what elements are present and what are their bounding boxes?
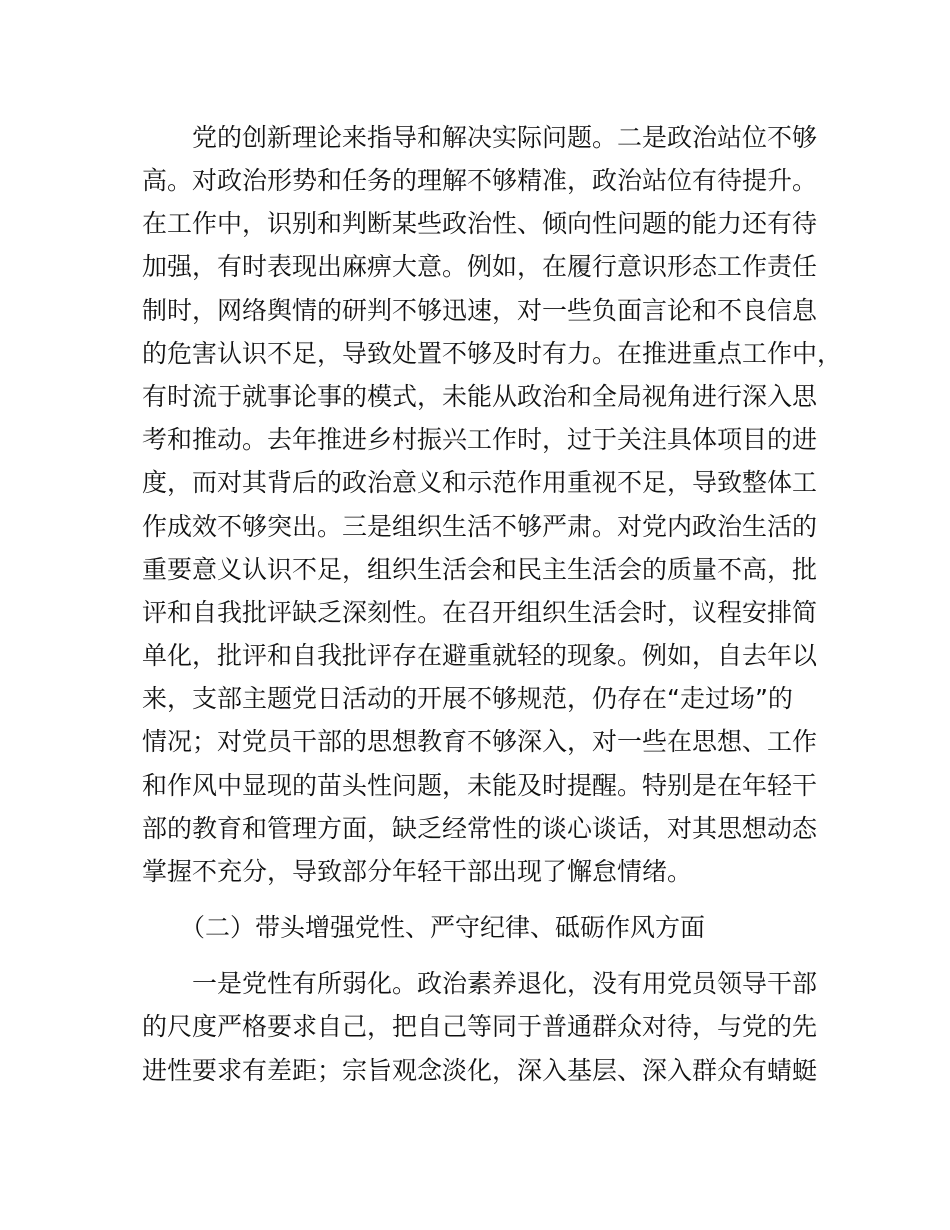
section-heading: （二）带头增强党性、严守纪律、砥砺作风方面 — [180, 913, 706, 942]
paragraph-line: 情况；对党员干部的思想教育不够深入，对一些在思想、工作 — [142, 727, 818, 756]
paragraph-line: 进性要求有差距；宗旨观念淡化，深入基层、深入群众有蜻蜓 — [142, 1056, 818, 1085]
paragraph-line: 来，支部主题党日活动的开展不够规范，仍存在“走过场”的 — [142, 684, 793, 713]
paragraph-line: 一是党性有所弱化。政治素养退化，没有用党员领导干部 — [192, 969, 818, 998]
paragraph-line: 部的教育和管理方面，缺乏经常性的谈心谈话，对其思想动态 — [142, 814, 818, 843]
paragraph-line: 重要意义认识不足，组织生活会和民主生活会的质量不高，批 — [142, 555, 818, 584]
paragraph-line: 作成效不够突出。三是组织生活不够严肃。对党内政治生活的 — [142, 512, 818, 541]
paragraph-line: 有时流于就事论事的模式，未能从政治和全局视角进行深入思 — [142, 382, 818, 411]
paragraph-line: 在工作中，识别和判断某些政治性、倾向性问题的能力还有待 — [142, 209, 818, 238]
paragraph-line: 单化，批评和自我批评存在避重就轻的现象。例如，自去年以 — [142, 641, 818, 670]
paragraph-line: 的危害认识不足，导致处置不够及时有力。在推进重点工作中， — [142, 339, 843, 368]
paragraph-line: 评和自我批评缺乏深刻性。在召开组织生活会时，议程安排简 — [142, 598, 818, 627]
paragraph-line: 度，而对其背后的政治意义和示范作用重视不足，导致整体工 — [142, 468, 818, 497]
paragraph-line: 高。对政治形势和任务的理解不够精准，政治站位有待提升。 — [142, 166, 818, 195]
paragraph-line: 制时，网络舆情的研判不够迅速，对一些负面言论和不良信息 — [142, 296, 818, 325]
paragraph-line: 加强，有时表现出麻痹大意。例如，在履行意识形态工作责任 — [142, 252, 818, 281]
paragraph-line: 掌握不充分，导致部分年轻干部出现了懈怠情绪。 — [142, 857, 693, 886]
paragraph-line: 的尺度严格要求自己，把自己等同于普通群众对待，与党的先 — [142, 1012, 818, 1041]
paragraph-line: 和作风中显现的苗头性问题，未能及时提醒。特别是在年轻干 — [142, 771, 818, 800]
paragraph-line: 党的创新理论来指导和解决实际问题。二是政治站位不够 — [192, 123, 818, 152]
paragraph-line: 考和推动。去年推进乡村振兴工作时，过于关注具体项目的进 — [142, 425, 818, 454]
